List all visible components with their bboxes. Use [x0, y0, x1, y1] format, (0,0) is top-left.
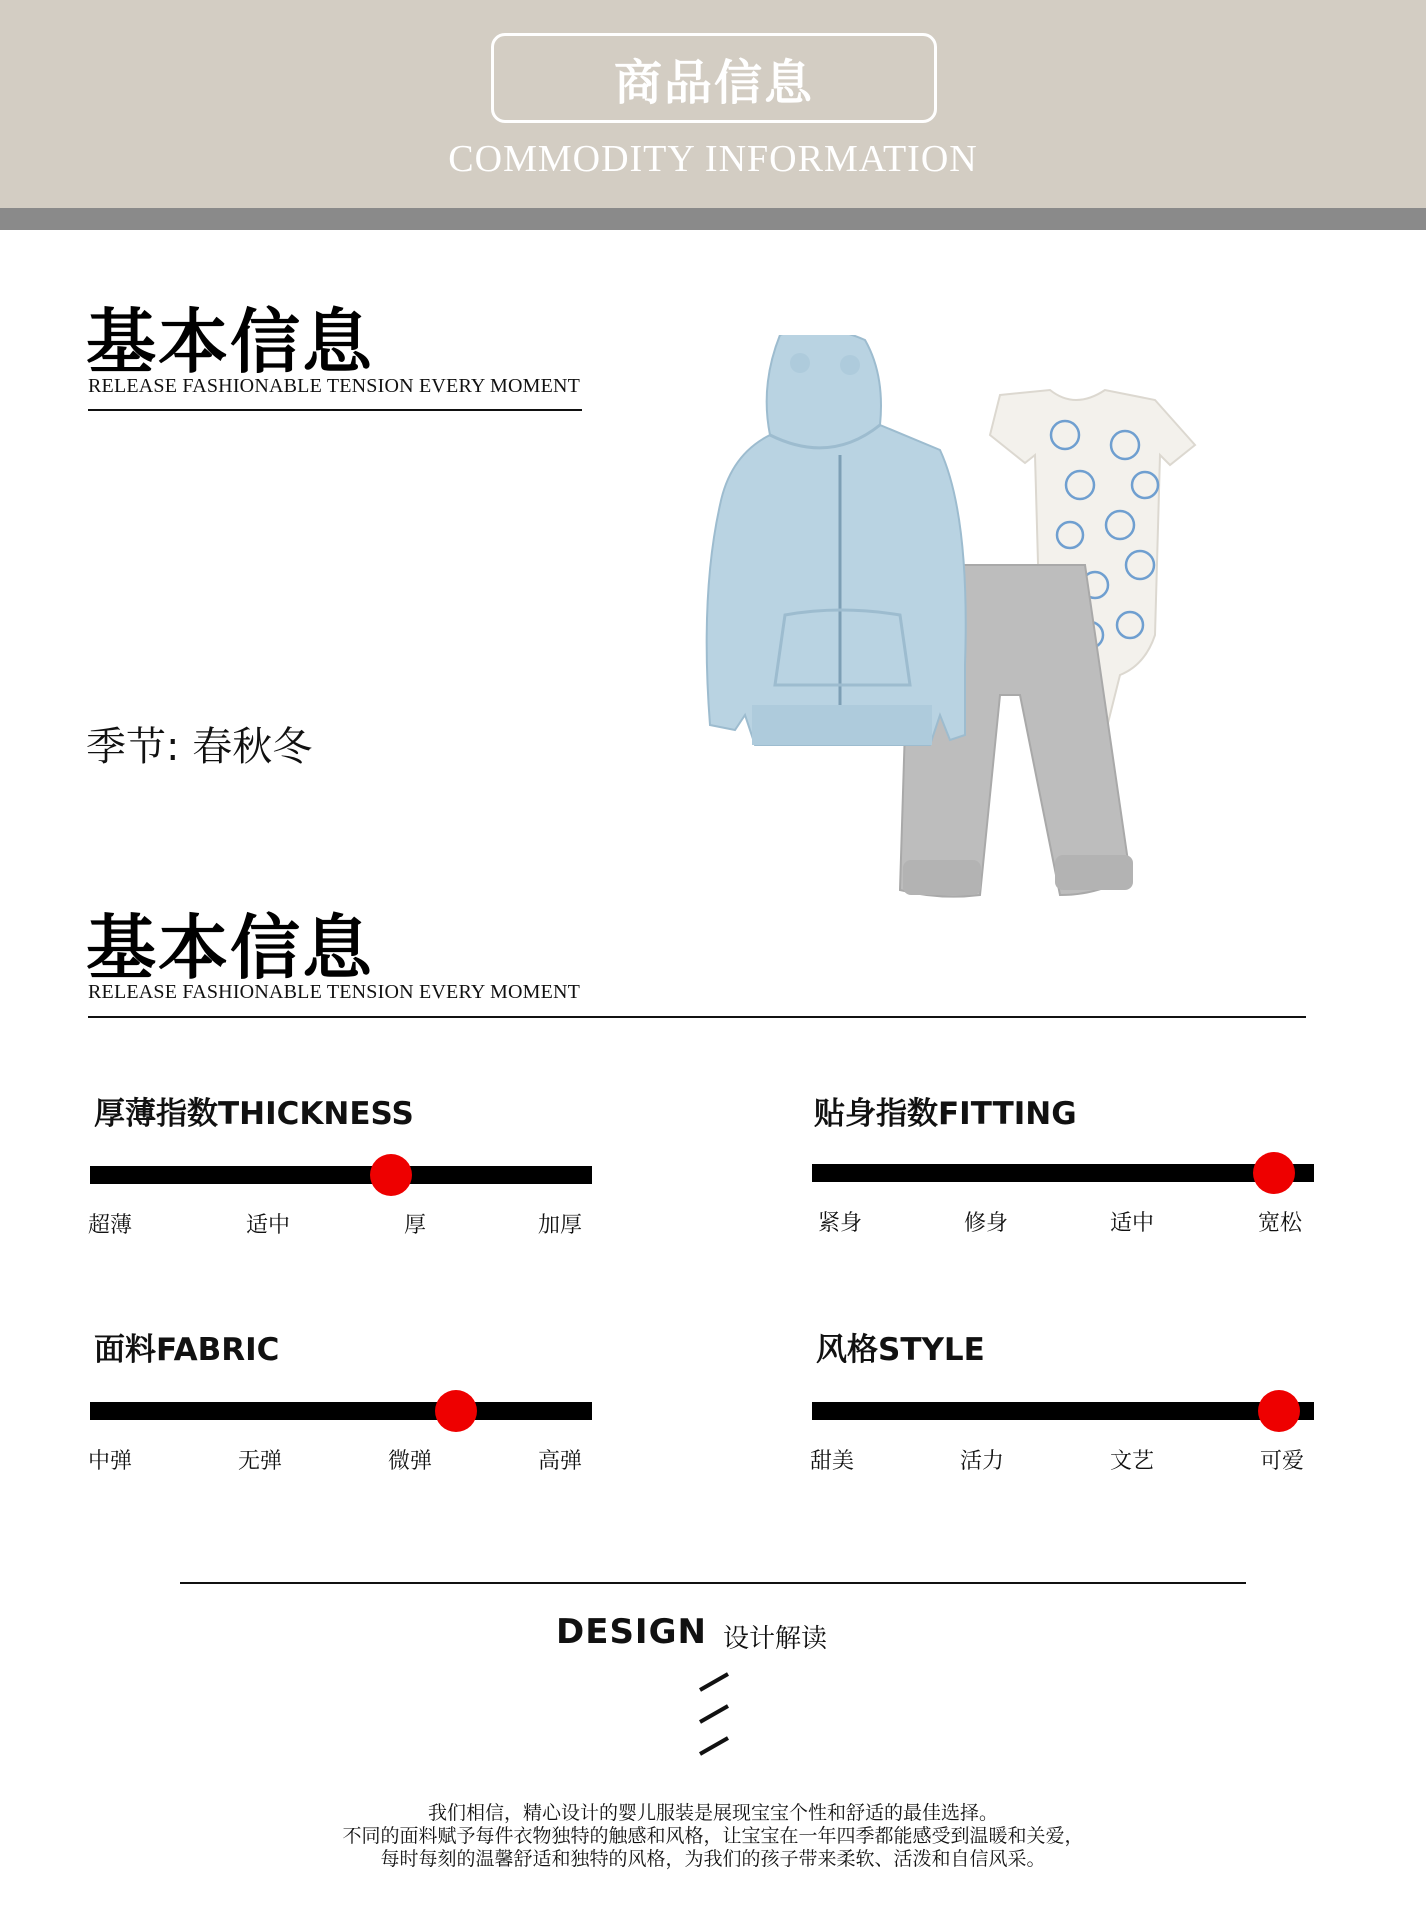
- section2-subtitle: RELEASE FASHIONABLE TENSION EVERY MOMENT: [88, 981, 581, 1003]
- style-tick-4: 可爱: [1260, 1449, 1305, 1474]
- thickness-tick-4: 加厚: [538, 1213, 583, 1238]
- section2-title: 基本信息: [86, 907, 374, 989]
- jacket-illustration: [707, 335, 966, 745]
- slash-divider-icon: [690, 1668, 740, 1764]
- style-tick-3: 文艺: [1110, 1449, 1155, 1474]
- product-image: [700, 335, 1270, 925]
- fabric-tick-3: 微弹: [388, 1449, 433, 1474]
- fitting-tick-4: 宽松: [1258, 1211, 1303, 1236]
- design-paragraph-line-3: 每时每刻的温馨舒适和独特的风格，为我们的孩子带来柔软、活泼和自信风采。: [380, 1848, 1046, 1870]
- thickness-tick-2: 适中: [246, 1213, 291, 1238]
- header-title: 商品信息: [613, 54, 814, 111]
- section1-subtitle: RELEASE FASHIONABLE TENSION EVERY MOMENT: [88, 375, 581, 397]
- style-indicator: [1258, 1390, 1300, 1432]
- fitting-tick-3: 适中: [1110, 1211, 1155, 1236]
- section1-title: 基本信息: [86, 301, 374, 383]
- design-paragraph-line-1: 我们相信，精心设计的婴儿服装是展现宝宝个性和舒适的最佳选择。: [427, 1802, 998, 1824]
- design-subtitle: 设计解读: [723, 1624, 828, 1654]
- thickness-tick-1: 超薄: [88, 1213, 133, 1238]
- fabric-tick-1: 中弹: [88, 1449, 133, 1474]
- fabric-bar: [90, 1402, 592, 1420]
- fabric-indicator: [435, 1390, 477, 1432]
- style-label: 风格STYLE: [816, 1332, 985, 1368]
- fitting-label: 贴身指数FITTING: [814, 1096, 1077, 1132]
- header-strip: [0, 208, 1426, 230]
- fitting-tick-1: 紧身: [818, 1211, 863, 1236]
- style-bar: [812, 1402, 1314, 1420]
- thickness-bar: [90, 1166, 592, 1184]
- thickness-label: 厚薄指数THICKNESS: [94, 1096, 414, 1132]
- style-tick-1: 甜美: [810, 1449, 855, 1474]
- design-paragraph: [0, 1802, 1426, 1871]
- header-subtitle: COMMODITY INFORMATION: [448, 138, 978, 180]
- design-word: DESIGN: [556, 1612, 707, 1652]
- style-tick-2: 活力: [960, 1449, 1005, 1474]
- design-paragraph-line-2: 不同的面料赋予每件衣物独特的触感和风格，让宝宝在一年四季都能感受到温暖和关爱，: [342, 1825, 1084, 1847]
- section2-underline: [88, 1016, 1306, 1018]
- thickness-tick-3: 厚: [404, 1213, 427, 1238]
- header-title-box: [491, 33, 937, 123]
- fitting-bar: [812, 1164, 1314, 1182]
- section1-underline: [88, 409, 582, 411]
- fabric-tick-4: 高弹: [538, 1449, 583, 1474]
- fitting-tick-2: 修身: [964, 1211, 1009, 1236]
- fabric-tick-2: 无弹: [238, 1449, 283, 1474]
- fitting-indicator: [1253, 1152, 1295, 1194]
- season-text: 季节: 春秋冬: [86, 724, 313, 770]
- fabric-label: 面料FABRIC: [94, 1332, 280, 1368]
- design-divider: [180, 1582, 1246, 1584]
- thickness-indicator: [370, 1154, 412, 1196]
